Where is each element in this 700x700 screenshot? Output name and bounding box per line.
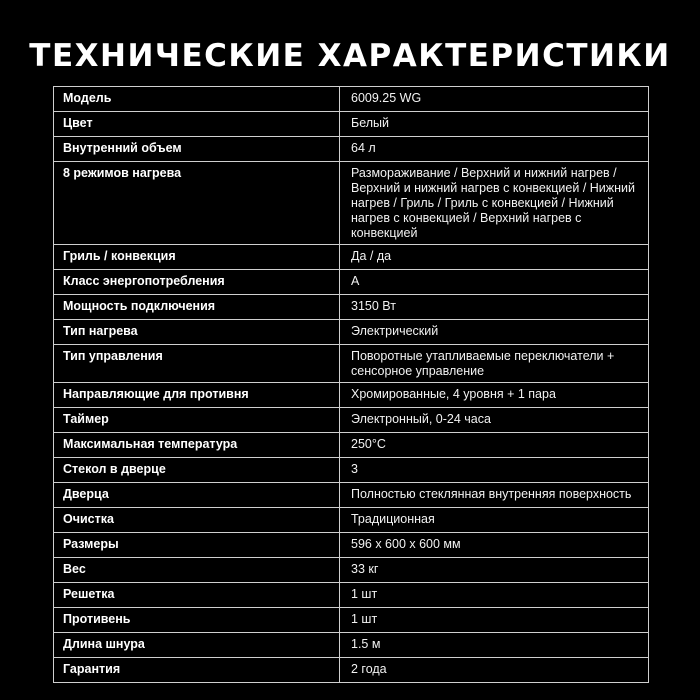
spec-key: 8 режимов нагрева <box>54 162 340 245</box>
spec-value: Да / да <box>340 245 649 270</box>
spec-value: Традиционная <box>340 508 649 533</box>
table-row <box>54 583 649 608</box>
spec-value: 1 шт <box>340 583 649 608</box>
spec-key: Максимальная температура <box>54 433 340 458</box>
spec-value: 1 шт <box>340 608 649 633</box>
spec-value: Электрический <box>340 320 649 345</box>
table-row <box>54 162 649 245</box>
table-row <box>54 633 649 658</box>
spec-key: Таймер <box>54 408 340 433</box>
spec-key: Стекол в дверце <box>54 458 340 483</box>
table-row <box>54 508 649 533</box>
spec-key: Гарантия <box>54 658 340 683</box>
page-title: ТЕХНИЧЕСКИЕ ХАРАКТЕРИСТИКИ <box>29 38 671 74</box>
table-row <box>54 433 649 458</box>
spec-key: Дверца <box>54 483 340 508</box>
spec-key: Длина шнура <box>54 633 340 658</box>
spec-key: Модель <box>54 87 340 112</box>
table-row <box>54 112 649 137</box>
table-row <box>54 245 649 270</box>
table-row <box>54 408 649 433</box>
table-row <box>54 295 649 320</box>
spec-key: Цвет <box>54 112 340 137</box>
spec-key: Направляющие для противня <box>54 383 340 408</box>
spec-value: 6009.25 WG <box>340 87 649 112</box>
table-row <box>54 558 649 583</box>
spec-value: 3150 Вт <box>340 295 649 320</box>
spec-value: 596 x 600 x 600 мм <box>340 533 649 558</box>
table-row <box>54 320 649 345</box>
spec-table <box>53 86 649 683</box>
spec-value: 3 <box>340 458 649 483</box>
table-row <box>54 608 649 633</box>
spec-value: A <box>340 270 649 295</box>
spec-key: Решетка <box>54 583 340 608</box>
spec-value: 2 года <box>340 658 649 683</box>
table-row <box>54 383 649 408</box>
table-row <box>54 658 649 683</box>
table-row <box>54 345 649 383</box>
spec-value: Электронный, 0-24 часа <box>340 408 649 433</box>
spec-key: Класс энергопотребления <box>54 270 340 295</box>
table-row <box>54 533 649 558</box>
table-row <box>54 483 649 508</box>
spec-key: Гриль / конвекция <box>54 245 340 270</box>
spec-key: Размеры <box>54 533 340 558</box>
spec-value: Хромированные, 4 уровня + 1 пара <box>340 383 649 408</box>
spec-key: Вес <box>54 558 340 583</box>
spec-value: 250°C <box>340 433 649 458</box>
spec-key: Мощность подключения <box>54 295 340 320</box>
spec-value: 64 л <box>340 137 649 162</box>
table-row <box>54 137 649 162</box>
spec-key: Внутренний объем <box>54 137 340 162</box>
spec-value: Размораживание / Верхний и нижний нагрев / Верхний и нижний нагрев с конвекцией / Нижний нагрев / Гриль / Гриль с конвекцией / Нижний нагрев с конвекцией / Верхний нагрев с конвекцией <box>340 162 649 245</box>
spec-key: Противень <box>54 608 340 633</box>
spec-value: Полностью стеклянная внутренняя поверхность <box>340 483 649 508</box>
spec-value: 1.5 м <box>340 633 649 658</box>
spec-key: Тип управления <box>54 345 340 383</box>
spec-key: Очистка <box>54 508 340 533</box>
table-row <box>54 87 649 112</box>
spec-value: 33 кг <box>340 558 649 583</box>
spec-key: Тип нагрева <box>54 320 340 345</box>
spec-value: Белый <box>340 112 649 137</box>
table-row <box>54 458 649 483</box>
table-row <box>54 270 649 295</box>
spec-value: Поворотные утапливаемые переключатели + сенсорное управление <box>340 345 649 383</box>
